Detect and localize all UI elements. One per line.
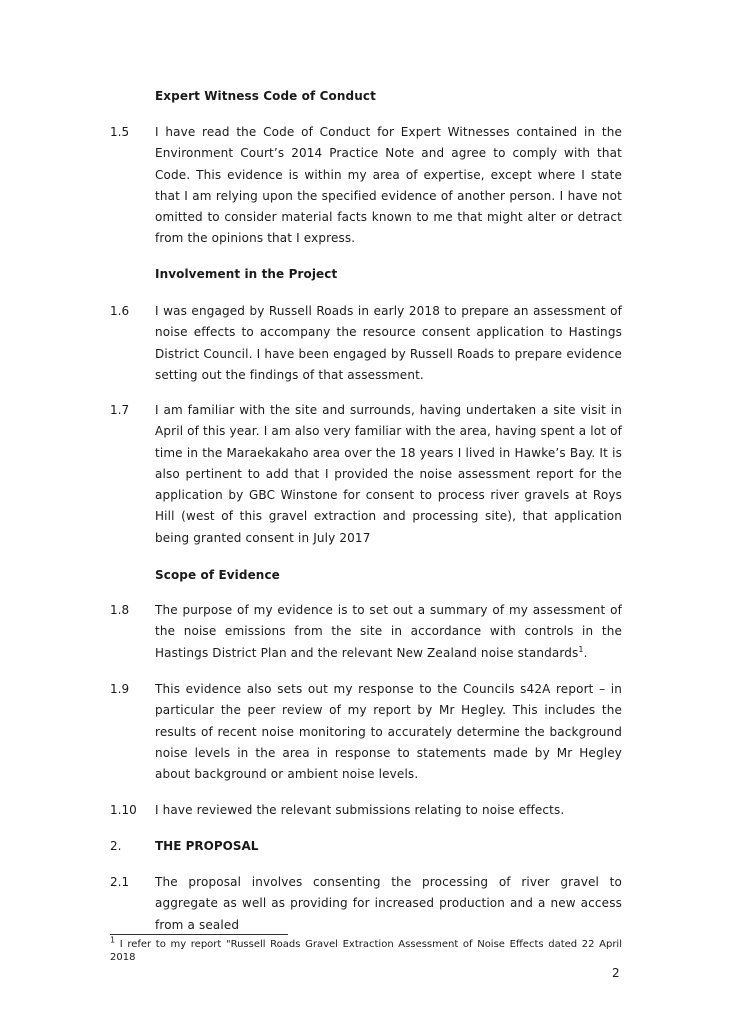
paragraph-1-7	[110, 400, 622, 549]
paragraph-1-8	[110, 600, 622, 664]
paragraph-number: 1.6	[110, 304, 130, 318]
paragraph-number: 1.10	[110, 803, 137, 817]
page-number: 2	[612, 966, 620, 980]
footnote-reference: 1	[578, 644, 584, 654]
paragraph-number: 1.5	[110, 125, 130, 139]
footnote-text: I refer to my report "Russell Roads Gravel Extraction Assessment of Noise Effects dated 22 April 2018	[110, 939, 622, 963]
section-title: THE PROPOSAL	[155, 839, 259, 853]
footnote-mark: 1	[110, 935, 116, 945]
paragraph-text: I have read the Code of Conduct for Expert Witnesses contained in the Environment Court’s 2014 Practice Note and agree to comply with that Code. This evidence is within my area of expertise, except where I state that I am relying upon the specified evidence of another person. I have not omitted to consider material facts known to me that might alter or detract from the opinions that I express.	[155, 125, 622, 246]
paragraph-number: 1.9	[110, 682, 130, 696]
paragraph-number: 1.7	[110, 403, 130, 417]
paragraph-2-1	[110, 872, 622, 936]
paragraph-number: 1.8	[110, 603, 130, 617]
footnote	[110, 935, 622, 964]
paragraph-text-body: The purpose of my evidence is to set out a summary of my assessment of the noise emissions from the site in accordance with controls in the Hastings District Plan and the relevant New Zealand noise standards	[155, 603, 622, 660]
paragraph-text: I have reviewed the relevant submissions relating to noise effects.	[155, 803, 565, 817]
paragraph-text	[155, 600, 622, 664]
paragraph-text: The proposal involves consenting the processing of river gravel to aggregate as well as providing for increased production and a new access from a sealed	[155, 875, 622, 932]
section-number: 2.	[110, 839, 122, 853]
paragraph-number: 2.1	[110, 875, 130, 889]
paragraph-1-10	[110, 800, 622, 821]
heading-involvement: Involvement in the Project	[155, 267, 338, 281]
paragraph-1-5	[110, 122, 622, 250]
heading-scope: Scope of Evidence	[155, 568, 280, 582]
paragraph-text-tail: .	[583, 645, 588, 660]
paragraph-1-9	[110, 679, 622, 785]
paragraph-text: I am familiar with the site and surrounds, having undertaken a site visit in April of this year. I am also very familiar with the area, having spent a lot of time in the Maraekakaho area over the 18 years I lived in Hawke’s Bay. It is also pertinent to add that I provided the noise assessment report for the application by GBC Winstone for consent to process river gravels at Roys Hill (west of this gravel extraction and processing site), that application being granted consent in July 2017	[155, 403, 622, 545]
heading-expert-witness: Expert Witness Code of Conduct	[155, 89, 376, 103]
paragraph-1-6	[110, 301, 622, 386]
paragraph-text: I was engaged by Russell Roads in early 2018 to prepare an assessment of noise effects to accompany the resource consent application to Hastings District Council. I have been engaged by Russell Roads to prepare evidence setting out the findings of that assessment.	[155, 304, 622, 382]
paragraph-text: This evidence also sets out my response to the Councils s42A report – in particular the peer review of my report by Mr Hegley. This includes the results of recent noise monitoring to accurately determine the background noise levels in the area in response to statements made by Mr Hegley about background or ambient noise levels.	[155, 682, 622, 782]
footnote-divider	[110, 934, 288, 935]
